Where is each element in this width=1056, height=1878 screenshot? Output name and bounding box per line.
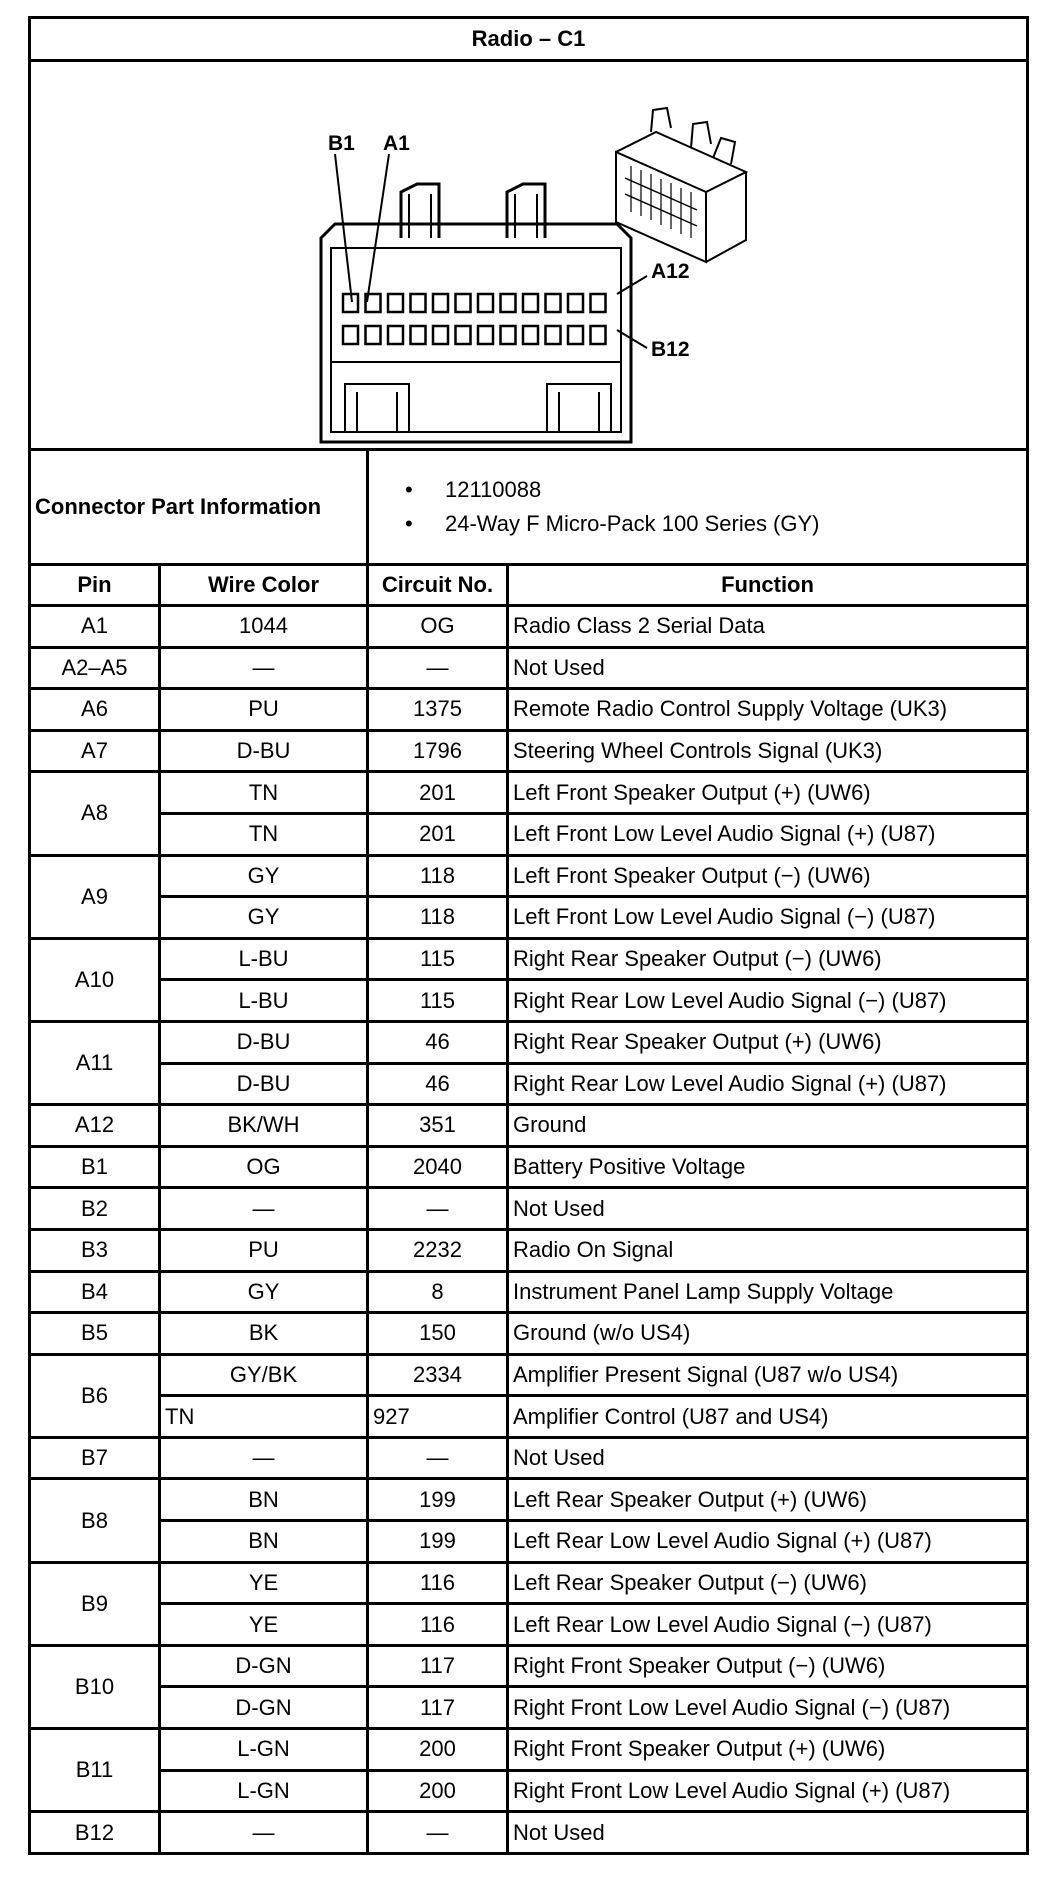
wire-color-cell: GY	[160, 855, 368, 897]
circuit-cell: 8	[368, 1271, 508, 1313]
circuit-cell: OG	[368, 606, 508, 648]
table-row	[30, 1437, 1028, 1479]
circuit-cell: 116	[368, 1604, 508, 1646]
function-cell: Right Rear Speaker Output (−) (UW6)	[508, 938, 1028, 980]
cpi-values	[368, 450, 1028, 565]
pin-cell: B12	[30, 1812, 160, 1854]
function-cell: Right Rear Speaker Output (+) (UW6)	[508, 1021, 1028, 1063]
pin-cavity	[523, 294, 538, 312]
label-a12: A12	[651, 260, 690, 283]
pin-cavity	[568, 326, 583, 344]
function-cell: Left Front Speaker Output (+) (UW6)	[508, 772, 1028, 814]
table-row	[30, 1063, 1028, 1105]
circuit-cell: 46	[368, 1063, 508, 1105]
table-row	[30, 1479, 1028, 1521]
header-function: Function	[508, 565, 1028, 606]
table-row	[30, 1188, 1028, 1230]
wire-color-cell: PU	[160, 689, 368, 731]
circuit-cell: 351	[368, 1105, 508, 1147]
table-row	[30, 855, 1028, 897]
table-row	[30, 1604, 1028, 1646]
header-wire-color: Wire Color	[160, 565, 368, 606]
function-cell: Not Used	[508, 1437, 1028, 1479]
circuit-cell: 199	[368, 1479, 508, 1521]
function-cell: Right Front Low Level Audio Signal (−) (U87)	[508, 1687, 1028, 1729]
wire-color-cell: PU	[160, 1229, 368, 1271]
function-cell: Left Front Low Level Audio Signal (+) (U87)	[508, 813, 1028, 855]
function-cell: Remote Radio Control Supply Voltage (UK3)	[508, 689, 1028, 731]
wire-color-cell: D-BU	[160, 1021, 368, 1063]
pin-cavity	[456, 326, 471, 344]
wire-color-cell: L-BU	[160, 938, 368, 980]
table-row	[30, 1521, 1028, 1563]
wire-color-cell: D-GN	[160, 1645, 368, 1687]
pin-cavity	[411, 294, 426, 312]
pin-cell: A6	[30, 689, 160, 731]
circuit-cell: 927	[368, 1396, 508, 1438]
pin-cavity	[546, 294, 561, 312]
pin-cell: A12	[30, 1105, 160, 1147]
pin-cell: B2	[30, 1188, 160, 1230]
table-row	[30, 1812, 1028, 1854]
pin-cell: B5	[30, 1313, 160, 1355]
pin-cell: A11	[30, 1021, 160, 1104]
circuit-cell: 118	[368, 855, 508, 897]
wire-color-cell: OG	[160, 1146, 368, 1188]
connector-table	[28, 16, 1029, 1855]
pin-cavity	[591, 294, 606, 312]
table-header-row	[30, 565, 1028, 606]
circuit-cell: 1796	[368, 730, 508, 772]
cpi-description: • 24-Way F Micro-Pack 100 Series (GY)	[419, 507, 1026, 541]
table-row	[30, 938, 1028, 980]
connector-3d-icon	[616, 108, 746, 262]
cpi-label: Connector Part Information	[30, 450, 368, 565]
wire-color-cell: —	[160, 1437, 368, 1479]
table-row	[30, 1729, 1028, 1771]
cpi-part-number: • 12110088	[419, 473, 1026, 507]
table-row	[30, 1021, 1028, 1063]
wire-color-cell: GY	[160, 897, 368, 939]
function-cell: Right Rear Low Level Audio Signal (−) (U87)	[508, 980, 1028, 1022]
circuit-cell: —	[368, 1812, 508, 1854]
table-row	[30, 980, 1028, 1022]
function-cell: Ground (w/o US4)	[508, 1313, 1028, 1355]
function-cell: Right Front Speaker Output (+) (UW6)	[508, 1729, 1028, 1771]
table-row	[30, 1146, 1028, 1188]
pin-cell: A9	[30, 855, 160, 938]
function-cell: Left Front Low Level Audio Signal (−) (U87)	[508, 897, 1028, 939]
function-cell: Right Front Speaker Output (−) (UW6)	[508, 1645, 1028, 1687]
wire-color-cell: TN	[160, 813, 368, 855]
pin-cavity	[433, 294, 448, 312]
circuit-cell: 200	[368, 1729, 508, 1771]
circuit-cell: 117	[368, 1687, 508, 1729]
wire-color-cell: YE	[160, 1562, 368, 1604]
pin-cell: A2–A5	[30, 647, 160, 689]
circuit-cell: 201	[368, 772, 508, 814]
circuit-cell: —	[368, 647, 508, 689]
table-row	[30, 606, 1028, 648]
wire-color-cell: YE	[160, 1604, 368, 1646]
table-row	[30, 1770, 1028, 1812]
header-circuit-no: Circuit No.	[368, 565, 508, 606]
function-cell: Radio On Signal	[508, 1229, 1028, 1271]
label-b1: B1	[328, 132, 355, 155]
pin-cavity	[501, 294, 516, 312]
pin-cavity	[591, 326, 606, 344]
circuit-cell: 2334	[368, 1354, 508, 1396]
function-cell: Left Rear Low Level Audio Signal (+) (U87)	[508, 1521, 1028, 1563]
pin-cell: B1	[30, 1146, 160, 1188]
circuit-cell: 2232	[368, 1229, 508, 1271]
table-row	[30, 689, 1028, 731]
pin-cell: B7	[30, 1437, 160, 1479]
circuit-cell: 115	[368, 938, 508, 980]
table-row	[30, 1354, 1028, 1396]
function-cell: Not Used	[508, 647, 1028, 689]
function-cell: Left Front Speaker Output (−) (UW6)	[508, 855, 1028, 897]
pin-cavity	[523, 326, 538, 344]
table-row	[30, 1313, 1028, 1355]
pin-cell: B11	[30, 1729, 160, 1812]
pin-cavity	[388, 294, 403, 312]
pin-cell: B8	[30, 1479, 160, 1562]
table-row	[30, 730, 1028, 772]
pin-cavity	[546, 326, 561, 344]
pin-cell: B6	[30, 1354, 160, 1437]
label-a1: A1	[383, 132, 410, 155]
page-title: Radio – C1	[30, 18, 1028, 61]
pin-cell: A1	[30, 606, 160, 648]
circuit-cell: —	[368, 1437, 508, 1479]
wire-color-cell: BK	[160, 1313, 368, 1355]
wire-color-cell: D-GN	[160, 1687, 368, 1729]
table-row	[30, 647, 1028, 689]
circuit-cell: 150	[368, 1313, 508, 1355]
wire-color-cell: L-GN	[160, 1729, 368, 1771]
circuit-cell: 2040	[368, 1146, 508, 1188]
wire-color-cell: —	[160, 647, 368, 689]
circuit-cell: 116	[368, 1562, 508, 1604]
table-row	[30, 1229, 1028, 1271]
circuit-cell: 115	[368, 980, 508, 1022]
function-cell: Battery Positive Voltage	[508, 1146, 1028, 1188]
circuit-cell: 199	[368, 1521, 508, 1563]
table-row	[30, 813, 1028, 855]
pin-cell: B10	[30, 1645, 160, 1728]
function-cell: Radio Class 2 Serial Data	[508, 606, 1028, 648]
circuit-cell: 201	[368, 813, 508, 855]
circuit-cell: 117	[368, 1645, 508, 1687]
pin-cavity	[433, 326, 448, 344]
circuit-cell: 200	[368, 1770, 508, 1812]
wire-color-cell: TN	[160, 772, 368, 814]
connector-drawing	[31, 62, 1023, 448]
pin-cavity	[456, 294, 471, 312]
wire-color-cell: D-BU	[160, 1063, 368, 1105]
function-cell: Not Used	[508, 1812, 1028, 1854]
table-row	[30, 1271, 1028, 1313]
wire-color-cell: —	[160, 1812, 368, 1854]
table-row	[30, 1645, 1028, 1687]
circuit-cell: 1375	[368, 689, 508, 731]
connector-sheet	[28, 16, 1026, 1855]
table-row	[30, 897, 1028, 939]
wire-color-cell: BN	[160, 1521, 368, 1563]
table-row	[30, 1396, 1028, 1438]
pin-cell: B3	[30, 1229, 160, 1271]
wire-color-cell: L-BU	[160, 980, 368, 1022]
table-row	[30, 772, 1028, 814]
wire-color-cell: GY	[160, 1271, 368, 1313]
function-cell: Right Rear Low Level Audio Signal (+) (U87)	[508, 1063, 1028, 1105]
table-row	[30, 1687, 1028, 1729]
wire-color-cell: BN	[160, 1479, 368, 1521]
pin-cavity	[568, 294, 583, 312]
function-cell: Right Front Low Level Audio Signal (+) (U87)	[508, 1770, 1028, 1812]
pin-cavity	[501, 326, 516, 344]
function-cell: Amplifier Control (U87 and US4)	[508, 1396, 1028, 1438]
pin-cavity	[366, 326, 381, 344]
pin-cell: A7	[30, 730, 160, 772]
pin-cavity	[343, 326, 358, 344]
pin-cavity	[411, 326, 426, 344]
circuit-cell: —	[368, 1188, 508, 1230]
pin-cell: B4	[30, 1271, 160, 1313]
label-b12: B12	[651, 338, 690, 361]
wire-color-cell: D-BU	[160, 730, 368, 772]
pin-cell: A10	[30, 938, 160, 1021]
wire-color-cell: 1044	[160, 606, 368, 648]
table-row	[30, 1562, 1028, 1604]
wire-color-cell: TN	[160, 1396, 368, 1438]
function-cell: Instrument Panel Lamp Supply Voltage	[508, 1271, 1028, 1313]
circuit-cell: 46	[368, 1021, 508, 1063]
function-cell: Left Rear Speaker Output (−) (UW6)	[508, 1562, 1028, 1604]
pin-cavity	[478, 294, 493, 312]
wire-color-cell: BK/WH	[160, 1105, 368, 1147]
pin-cavity	[478, 326, 493, 344]
circuit-cell: 118	[368, 897, 508, 939]
function-cell: Amplifier Present Signal (U87 w/o US4)	[508, 1354, 1028, 1396]
table-row	[30, 1105, 1028, 1147]
pin-cell: B9	[30, 1562, 160, 1645]
pin-cell: A8	[30, 772, 160, 855]
header-pin: Pin	[30, 565, 160, 606]
function-cell: Not Used	[508, 1188, 1028, 1230]
function-cell: Ground	[508, 1105, 1028, 1147]
wire-color-cell: —	[160, 1188, 368, 1230]
pin-cavity	[388, 326, 403, 344]
function-cell: Steering Wheel Controls Signal (UK3)	[508, 730, 1028, 772]
function-cell: Left Rear Speaker Output (+) (UW6)	[508, 1479, 1028, 1521]
wire-color-cell: GY/BK	[160, 1354, 368, 1396]
wire-color-cell: L-GN	[160, 1770, 368, 1812]
function-cell: Left Rear Low Level Audio Signal (−) (U87)	[508, 1604, 1028, 1646]
connector-diagram	[30, 61, 1028, 450]
